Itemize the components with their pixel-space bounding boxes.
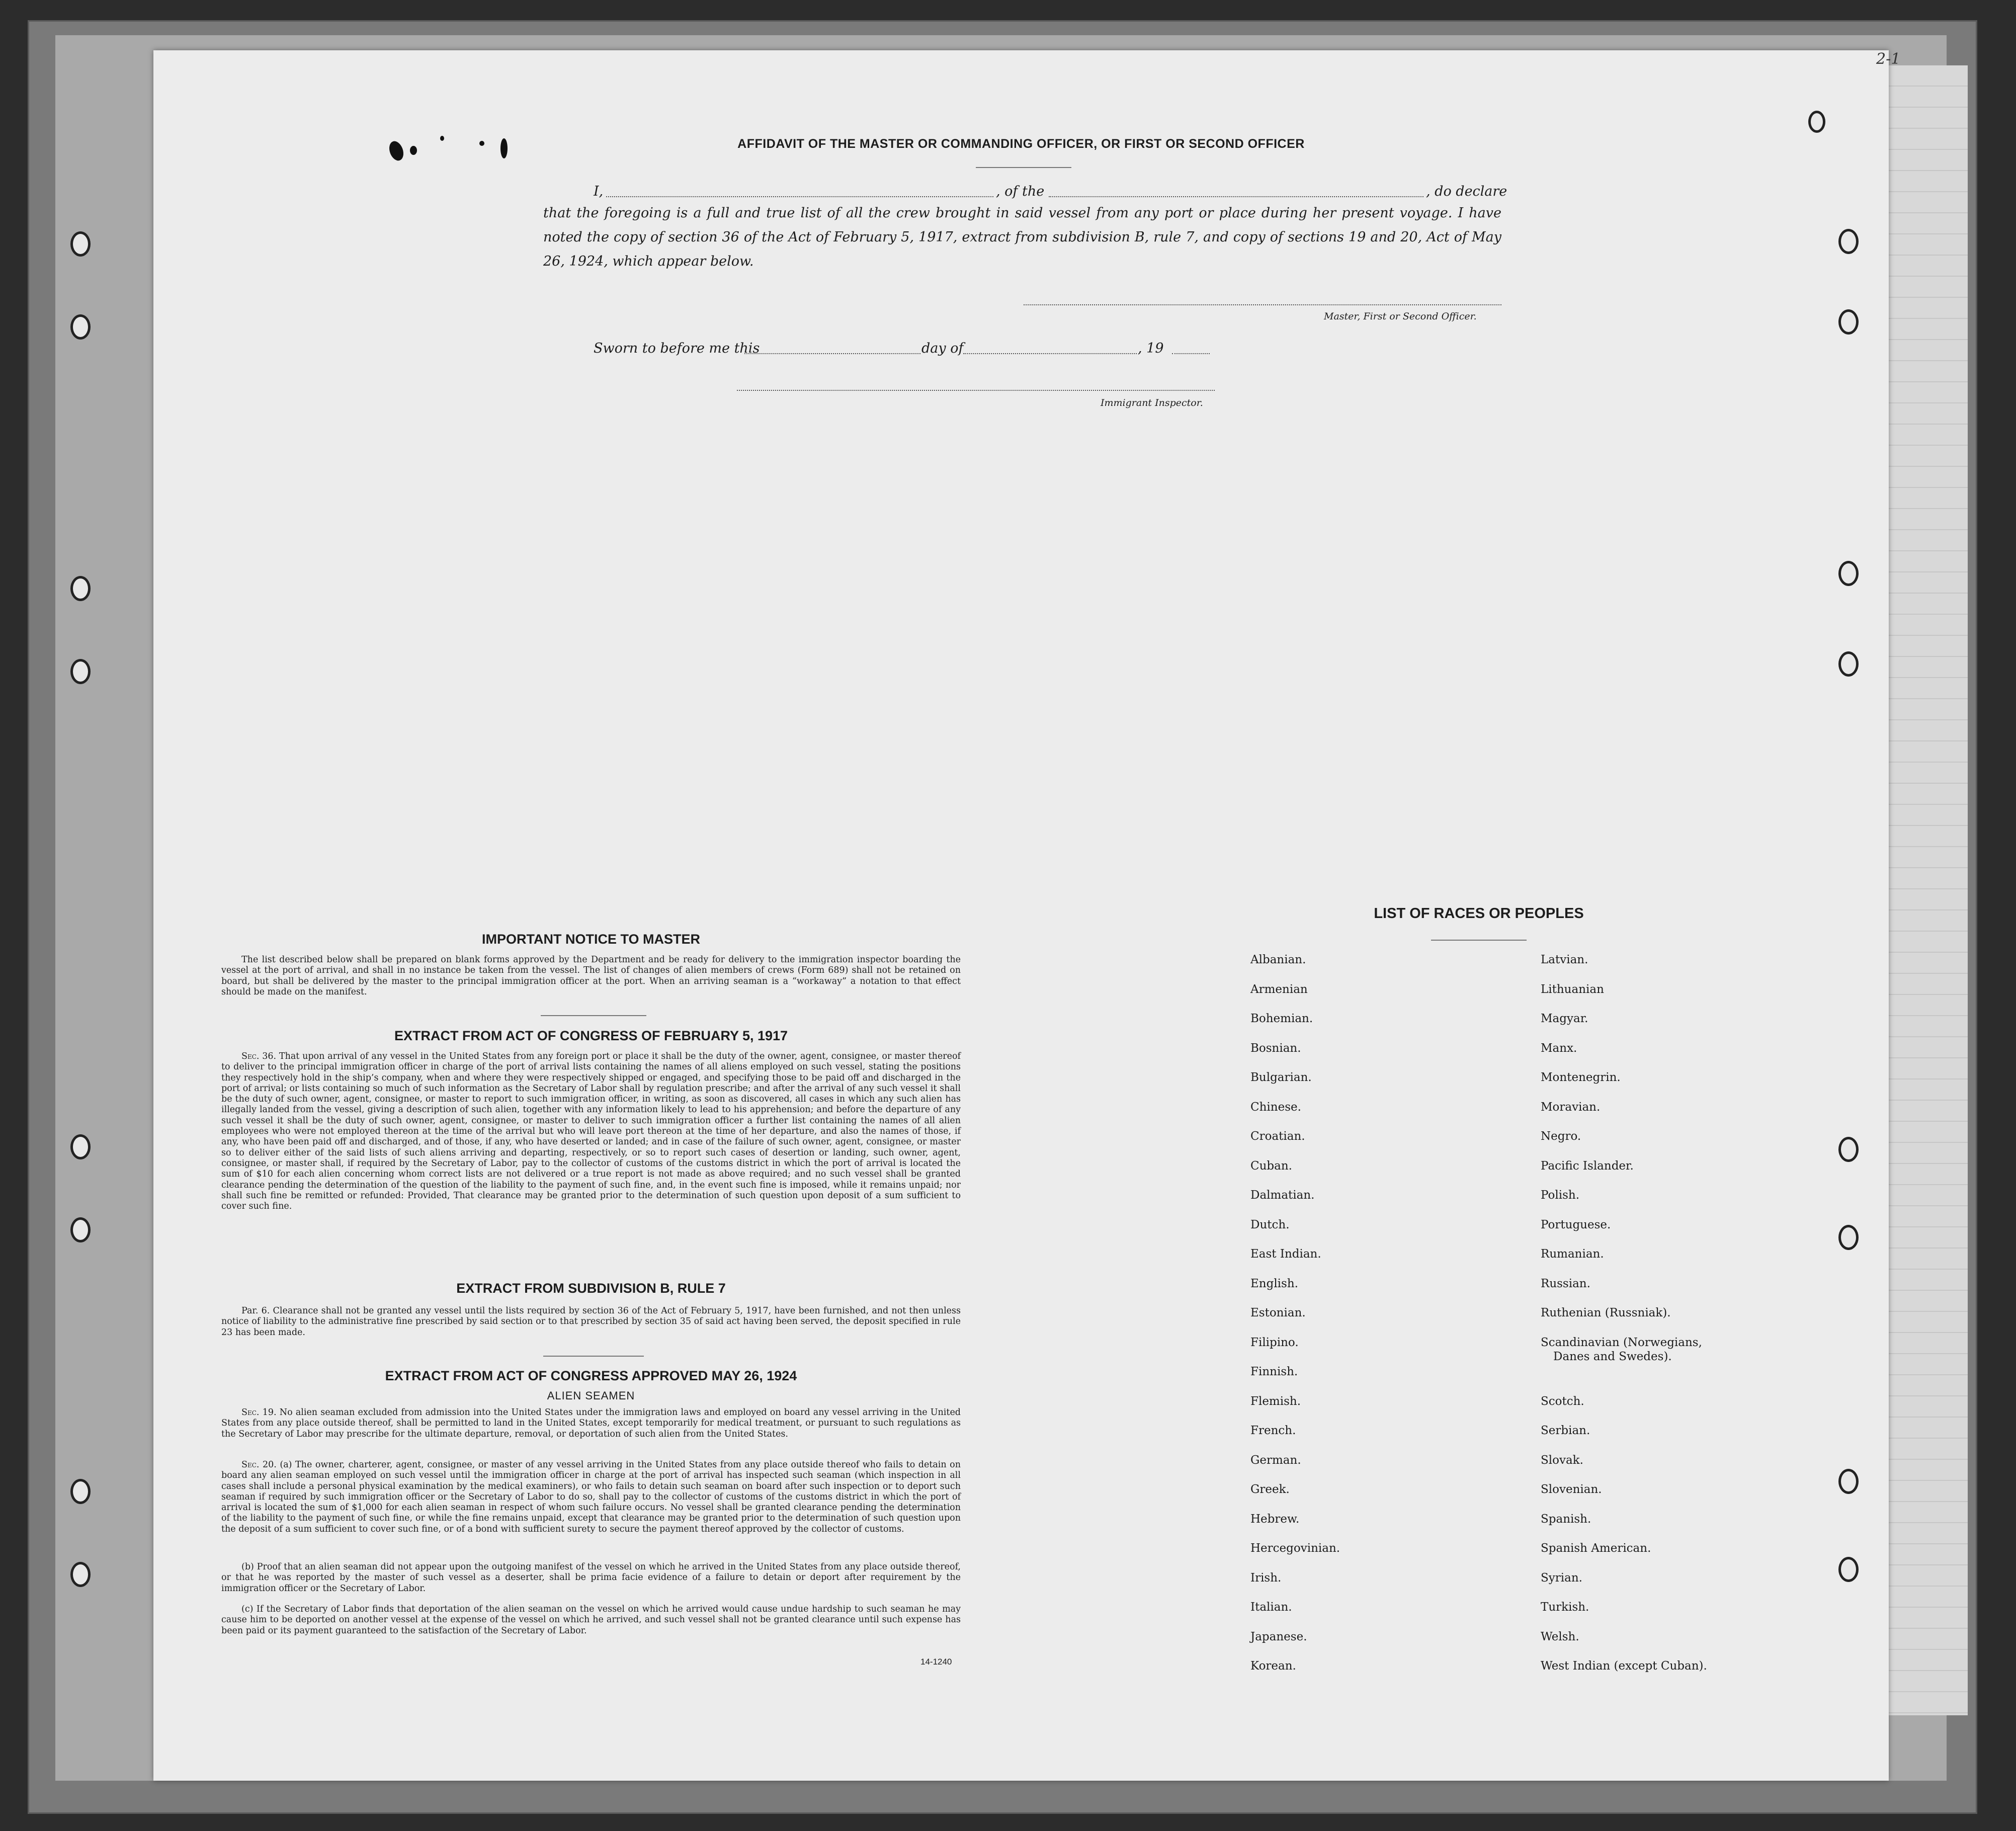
- sworn-month-line[interactable]: [963, 353, 1137, 354]
- race-right-item: Manx.: [1541, 1041, 1577, 1055]
- race-left-item: Korean.: [1250, 1659, 1296, 1673]
- race-left-item: Cuban.: [1250, 1159, 1292, 1173]
- race-left-item: Albanian.: [1250, 953, 1306, 966]
- year-label: , 19: [1138, 341, 1164, 356]
- race-left-item: Bulgarian.: [1250, 1071, 1312, 1084]
- par6-text: Clearance shall not be granted any vessel until the lists required by section 36 of the Act of February 5, 1917, have been furnished, and not then unless notice of liability to the administrative fine prescribed by said section or to that prescribed by section 35 of said act having been served, the deposit specified in rule 23 has been made.: [221, 1306, 961, 1338]
- rule7-title: EXTRACT FROM SUBDIVISION B, RULE 7: [456, 1281, 726, 1296]
- race-left-item: Finnish.: [1250, 1365, 1298, 1378]
- race-left-item: Chinese.: [1250, 1100, 1301, 1114]
- master-signature-label: Master, First or Second Officer.: [1324, 311, 1477, 322]
- race-right-item: Spanish.: [1541, 1512, 1591, 1526]
- race-left-item: Italian.: [1250, 1601, 1292, 1614]
- of-the-label: , of the: [996, 184, 1045, 199]
- race-right-item: Negro.: [1541, 1130, 1581, 1143]
- title-divider: [976, 167, 1071, 168]
- extract-1917-title: EXTRACT FROM ACT OF CONGRESS OF FEBRUARY 5, 1917: [394, 1028, 788, 1043]
- race-right-item: Slovak.: [1541, 1453, 1583, 1467]
- sec20b-text: (b) Proof that an alien seaman did not appear upon the outgoing manifest of the vessel on which he arrived in the United States from any place outside thereof, or that he was reported by the master of such vessel as a deserter, shall be prima facie evidence of a failure to detain or deport after requirement by the immigration officer or the Secretary of Labor.: [221, 1562, 961, 1594]
- vessel-name-line[interactable]: [1049, 196, 1423, 197]
- race-right-item: West Indian (except Cuban).: [1541, 1659, 1707, 1673]
- binding-hole: [1838, 229, 1859, 254]
- race-left-item: Bosnian.: [1250, 1041, 1301, 1055]
- binding-hole: [1838, 1137, 1859, 1162]
- binding-hole: [1808, 111, 1825, 133]
- inspector-label: Immigrant Inspector.: [1101, 397, 1203, 408]
- sworn-day-line[interactable]: [744, 353, 920, 354]
- sworn-label: Sworn to before me this: [594, 341, 760, 356]
- ink-stain: [387, 139, 406, 162]
- race-left-item: French.: [1250, 1424, 1296, 1437]
- par6-label: Par. 6.: [241, 1306, 270, 1316]
- race-left-item: Estonian.: [1250, 1306, 1306, 1319]
- race-right-item: Scotch.: [1541, 1394, 1584, 1408]
- ink-stain: [479, 141, 484, 146]
- race-left-item: Dalmatian.: [1250, 1189, 1315, 1202]
- binding-hole: [70, 231, 91, 257]
- race-right-item: Spanish American.: [1541, 1542, 1651, 1555]
- race-right-item: Scandinavian (Norwegians,: [1541, 1336, 1702, 1349]
- race-left-item: Greek.: [1250, 1483, 1290, 1496]
- race-left-item: Hebrew.: [1250, 1512, 1300, 1526]
- race-left-item: East Indian.: [1250, 1247, 1321, 1261]
- race-left-item: Irish.: [1250, 1571, 1282, 1585]
- binding-hole: [1838, 309, 1859, 335]
- binding-hole: [1838, 651, 1859, 677]
- race-right-item: Polish.: [1541, 1189, 1580, 1202]
- binding-hole: [70, 314, 91, 340]
- race-right-item: Turkish.: [1541, 1601, 1589, 1614]
- binding-hole: [1838, 561, 1859, 586]
- race-right-item: Rumanian.: [1541, 1247, 1604, 1261]
- notice-text: The list described below shall be prepared on blank forms approved by the Department and be ready for delivery to the immigration inspector boarding the vessel at the port of arrival, and shall in no instance be taken from the vessel. The list of changes of alien members of crews (Form 689) shall not be retained on board, but shall be delivered by the master to the principal immigration officer at the port. When an arriving seaman is a “workaway” a notation to that effect should be made on the manifest.: [221, 955, 961, 997]
- sec19-label: Sec. 19.: [241, 1407, 277, 1418]
- race-right-item: Latvian.: [1541, 953, 1588, 966]
- race-right-item: Welsh.: [1541, 1630, 1579, 1643]
- do-declare-label: , do declare: [1426, 184, 1507, 199]
- binding-hole: [70, 1479, 91, 1504]
- race-left-item: English.: [1250, 1277, 1298, 1290]
- day-of-label: day of: [921, 341, 964, 356]
- master-signature-line[interactable]: [1024, 304, 1501, 305]
- races-title: LIST OF RACES OR PEOPLES: [1374, 905, 1584, 922]
- section-divider: [541, 1015, 646, 1016]
- sec20a-body: (a) The owner, charterer, agent, consignee, or master of any vessel arriving in the United States from any place outside thereof who fails to detain on board any alien seaman employed on such vessel until the immigration officer in charge at the port of arrival has inspected such seaman (which inspection in all cases shall include a personal physical examination by the medical examiners), or who fails to detain such seaman on board after such inspection or to deport such seaman if required by such immigration officer or the Secretary of Labor to do so, shall pay to the collector of customs of the customs district in which the port of arrival is located the sum of $1,000 for each alien seaman in respect of whom such failure occurs. No vessel shall be granted clearance pending the determination of the liability to the payment of such fine, or while the fine remains unpaid, except that clearance may be granted prior to the determination of such question upon the deposit of a sum sufficient to cover such fine, or of a bond with sufficient surety to secure the payment thereof approved by the collector of customs.: [221, 1460, 961, 1534]
- extract-1924-title: EXTRACT FROM ACT OF CONGRESS APPROVED MAY 26, 1924: [385, 1368, 797, 1383]
- binding-hole: [1838, 1557, 1859, 1582]
- rule7-text: [221, 1306, 961, 1338]
- sec36-text: That upon arrival of any vessel in the United States from any foreign port or place it shall be the duty of the owner, agent, consignee, or master thereof to deliver to the principal immigration officer in charge of the port of arrival lists containing the names of all aliens employed on such vessel, stating the positions they respectively hold in the ship’s company, when and where they were respectively shipped or engaged, and specifying those to be paid off and discharged in the port of arrival; or lists containing so much of such information as the Secretary of Labor shall by regulation prescribe; and after the arrival of any such vessel it shall be the duty of such owner, agent, consignee, or master to report to such immigration officer, in writing, as soon as discovered, all cases in which any such alien has illegally landed from the vessel, giving a description of such alien, together with any information likely to lead to his apprehension; and before the departure of any such vessel it shall be the duty of such owner, agent, consignee, or master to deliver to such immigration officer a further list containing the names of all alien employees who were not employed thereon at the time of the arrival but who will leave port thereon at the time of her departure, and also the names of those, if any, who have been paid off and discharged, and of those, if any, who have deserted or landed; and in case of the failure of such owner, agent, consignee, or master so to deliver either of the said lists of such aliens arriving and departing, respectively, or so to report such cases of desertion or landing, such owner, agent, consignee, or master shall, if required by the Secretary of Labor, pay to the collector of customs of the customs district in which the port of arrival is located the sum of $10 for each alien concerning whom correct lists are not delivered or a true report is not made as above required; and no such vessel shall be granted clearance pending the determination of the question of the liability to the payment of such fine, and, in the event such fine is imposed, while it remains unpaid; nor shall such fine be remitted or refunded: Provided, That clearance may be granted prior to the determination of such question upon deposit of a sum sufficient to cover such fine.: [221, 1051, 961, 1212]
- sec19-body: No alien seaman excluded from admission into the United States under the immigration laws and employed on board any vessel arriving in the United States from any place outside thereof, shall be permitted to land in the United States, except temporarily for medical treatment, or pursuant to such regulations as the Secretary of Labor may prescribe for the ultimate departure, removal, or deportation of such alien from the United States.: [221, 1407, 961, 1439]
- declaration-text: that the foregoing is a full and true list of all the crew brought in said vessel from any port or place during her present voyage. I have noted the copy of section 36 of the Act of February 5, 1917, extract from subdivision B, rule 7, and copy of sections 19 and 20, Act of May 26, 1924, which appear below.: [543, 205, 1501, 269]
- race-right-item: Lithuanian: [1541, 982, 1604, 996]
- ink-stain: [410, 146, 417, 155]
- sec36-label: Sec. 36.: [241, 1051, 277, 1061]
- section-divider: [543, 1356, 644, 1357]
- race-left-item: German.: [1250, 1453, 1301, 1467]
- declarant-name-line[interactable]: [606, 196, 993, 197]
- binding-hole: [70, 1217, 91, 1242]
- form-number: 14-1240: [920, 1657, 952, 1667]
- race-right-item: Pacific Islander.: [1541, 1159, 1634, 1173]
- declarant-label: I,: [594, 184, 604, 199]
- race-right-item: Syrian.: [1541, 1571, 1582, 1585]
- race-right-item: Montenegrin.: [1541, 1071, 1621, 1084]
- race-left-item: Filipino.: [1250, 1336, 1299, 1349]
- race-right-item: Serbian.: [1541, 1424, 1590, 1437]
- sec20c-text: (c) If the Secretary of Labor finds that deportation of the alien seaman on the vessel on which he arrived would cause undue hardship to such seaman he may cause him to be deported on another vessel at the expense of the vessel on which he arrived, and such vessel shall not be granted clearance until such expense has been paid or its payment guaranteed to the satisfaction of the Secretary of Labor.: [221, 1604, 961, 1636]
- race-right-item: Magyar.: [1541, 1012, 1588, 1025]
- binding-hole: [1838, 1225, 1859, 1250]
- sec20a-text: [221, 1460, 961, 1535]
- binding-hole: [70, 1562, 91, 1587]
- extract-1917-text: [221, 1051, 961, 1212]
- binding-hole: [70, 576, 91, 601]
- ink-stain: [440, 136, 444, 141]
- race-right-item: Danes and Swedes).: [1553, 1350, 1672, 1363]
- sworn-year-line[interactable]: [1172, 353, 1210, 354]
- affidavit-title: AFFIDAVIT OF THE MASTER OR COMMANDING OFFICER, OR FIRST OR SECOND OFFICER: [737, 137, 1305, 151]
- ink-stain: [500, 138, 508, 158]
- race-left-item: Hercegovinian.: [1250, 1542, 1340, 1555]
- race-left-item: Armenian: [1250, 982, 1308, 996]
- notice-title: IMPORTANT NOTICE TO MASTER: [482, 932, 700, 947]
- race-left-item: Croatian.: [1250, 1130, 1305, 1143]
- races-divider: [1431, 940, 1527, 941]
- binding-hole: [1838, 1469, 1859, 1494]
- alien-seamen-subtitle: ALIEN SEAMEN: [547, 1389, 635, 1402]
- race-right-item: Slovenian.: [1541, 1483, 1602, 1496]
- race-right-item: Moravian.: [1541, 1100, 1601, 1114]
- binding-hole: [70, 1134, 91, 1159]
- sec20-label: Sec. 20.: [241, 1460, 277, 1470]
- binding-hole: [70, 659, 91, 684]
- race-right-item: Ruthenian (Russniak).: [1541, 1306, 1671, 1319]
- race-left-item: Dutch.: [1250, 1218, 1290, 1231]
- race-left-item: Bohemian.: [1250, 1012, 1313, 1025]
- race-left-item: Japanese.: [1250, 1630, 1307, 1643]
- inspector-signature-line[interactable]: [737, 390, 1215, 391]
- race-right-item: Russian.: [1541, 1277, 1590, 1290]
- race-right-item: Portuguese.: [1541, 1218, 1611, 1231]
- sec19-text: [221, 1407, 961, 1440]
- race-left-item: Flemish.: [1250, 1394, 1301, 1408]
- page-marker: 2-1: [1876, 50, 1901, 68]
